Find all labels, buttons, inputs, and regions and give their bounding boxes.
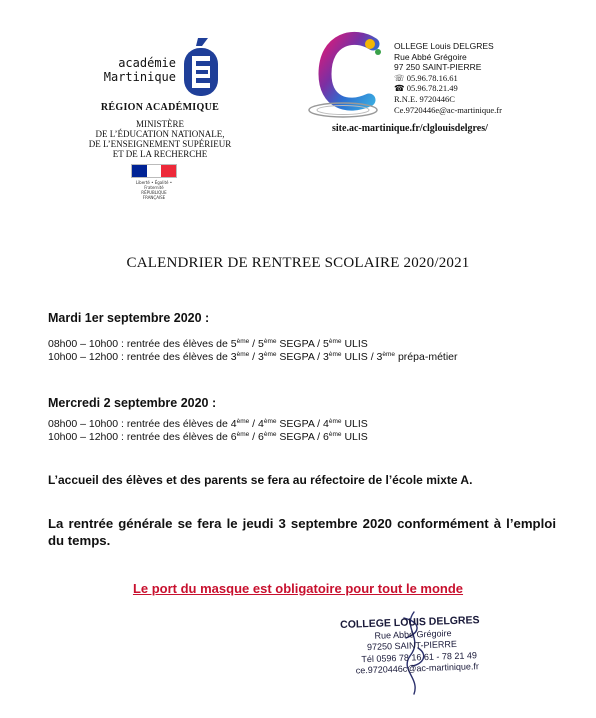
ministere-line: ET DE LA RECHERCHE: [112, 149, 208, 159]
college-name: OLLEGE Louis DELGRES: [394, 41, 494, 51]
schedule-row: 10h00 – 12h00 : rentrée des élèves de 6ème / 6ème SEGPA / 6ème ULIS: [48, 431, 368, 443]
flag-republique: RÉPUBLIQUE FRANÇAISE: [141, 190, 167, 200]
college-email: Ce.9720446e@ac-martinique.fr: [394, 104, 502, 115]
accueil-notice: L’accueil des élèves et des parents se fera au réfectoire de l’école mixte A.: [48, 473, 473, 487]
college-website-link[interactable]: site.ac-martinique.fr/clglouisdelgres/: [332, 123, 488, 134]
academie-e-icon: [176, 36, 220, 98]
region-academique: RÉGION ACADÉMIQUE: [100, 102, 220, 113]
college-logo-icon: [303, 30, 393, 125]
stamp-email: ce.9720446c@ac-martinique.fr: [355, 661, 480, 676]
academie-logo-line1: académie: [118, 56, 176, 70]
page-title: CALENDRIER DE RENTREE SCOLAIRE 2020/2021: [126, 255, 470, 271]
schedule-row: 10h00 – 12h00 : rentrée des élèves de 3ème / 3ème SEGPA / 3ème ULIS / 3ème prépa-métier: [48, 351, 458, 363]
college-stamp: [340, 613, 542, 678]
stamp-name: COLLEGE LOUIS DELGRES: [339, 614, 480, 631]
day1-heading: Mardi 1er septembre 2020 :: [48, 311, 210, 325]
flag-caption: [131, 180, 177, 200]
college-fax: ☎ 05.96.78.21.49: [394, 83, 458, 94]
academie-logo-line2: Martinique: [103, 70, 176, 84]
stamp-city: 97250 SAINT-PIERRE: [366, 639, 458, 653]
college-city: 97 250 SAINT-PIERRE: [394, 62, 482, 73]
schedule-row: 08h00 – 10h00 : rentrée des élèves de 5ème / 5ème SEGPA / 5ème ULIS: [48, 338, 368, 350]
ministere-line: DE L’ÉDUCATION NATIONALE,: [95, 129, 225, 139]
republique-logo: [131, 164, 177, 200]
college-street: Rue Abbé Grégoire: [394, 51, 467, 62]
college-contact-block: [394, 41, 564, 115]
college-phone: ☏ 05.96.78.16.61: [394, 72, 458, 83]
flag-motto: Liberté • Égalité • Fraternité: [135, 180, 173, 190]
ministere-block: [52, 119, 268, 159]
mask-warning: Le port du masque est obligatoire pour tout le monde: [132, 581, 464, 596]
ministere-line: MINISTÈRE: [136, 119, 184, 129]
stamp-phone: Tél 0596 78 16 61 - 78 21 49: [361, 650, 478, 665]
schedule-row: 08h00 – 10h00 : rentrée des élèves de 4ème / 4ème SEGPA / 4ème ULIS: [48, 418, 368, 430]
academie-logo: [103, 36, 220, 98]
college-rne: R.N.E. 9720446C: [394, 93, 455, 104]
ministere-line: DE L’ENSEIGNEMENT SUPÉRIEUR: [88, 139, 232, 149]
academie-logo-text: [104, 56, 176, 84]
rentree-notice: La rentrée générale se fera le jeudi 3 septembre 2020 conformément à l’emploi du temps.: [48, 516, 556, 548]
day2-heading: Mercredi 2 septembre 2020 :: [48, 396, 217, 410]
stamp-street: Rue Abbé Grégoire: [374, 627, 452, 641]
french-flag-icon: [131, 164, 177, 178]
